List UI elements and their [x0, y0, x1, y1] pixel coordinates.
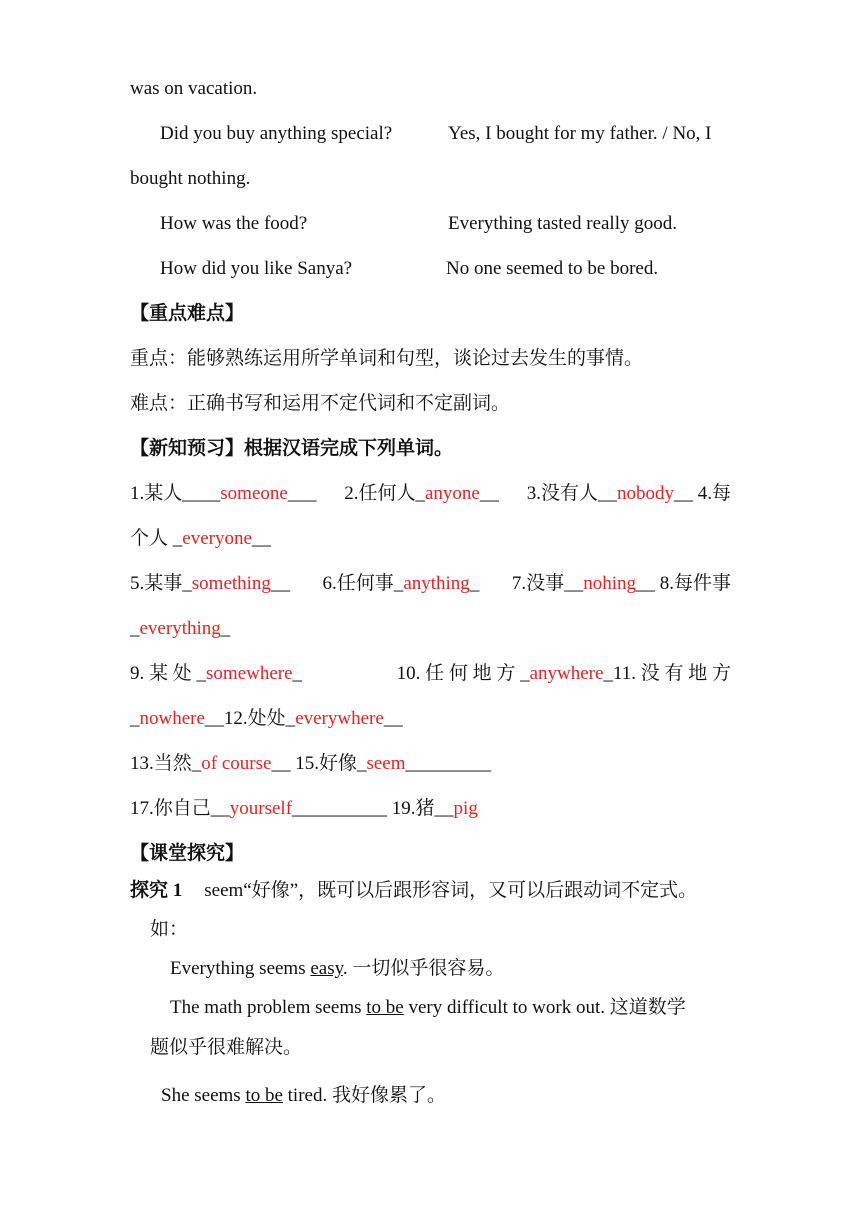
answer-1: Yes, I bought for my father. / No, I [448, 123, 712, 144]
preview-item-15 [366, 753, 491, 774]
item-answer: pig [453, 798, 478, 819]
item-prefix: 7.没事__ [511, 573, 584, 594]
key-points-heading: 【重点难点】 [130, 303, 245, 324]
item-answer: something [191, 573, 271, 594]
item-prefix: 10. 任 何 地 方 _ [396, 663, 530, 684]
preview-item-7 [512, 572, 731, 596]
item-answer: seem [366, 753, 406, 774]
item-suffix: _ [469, 573, 480, 594]
question-2: How was the food? [160, 213, 308, 234]
item-suffix: __ 15.好像_ [271, 753, 367, 774]
item-answer: of course [201, 753, 272, 774]
item-suffix: __ 4.每 [673, 483, 731, 504]
item-answer: nowhere [139, 708, 205, 729]
item-answer: nohing [583, 573, 636, 594]
item-answer: everywhere [295, 708, 384, 729]
preview-item-19 [454, 798, 478, 819]
preview-item-12 [295, 708, 403, 729]
item-prefix: 6.任何事_ [322, 573, 404, 594]
preview-item-6 [323, 572, 480, 596]
explore-heading: 【课堂探究】 [130, 843, 245, 864]
explore-label: 探究 1 [130, 880, 183, 901]
item-answer: everything [139, 618, 221, 639]
item-suffix: _ [220, 618, 231, 639]
intro-line-1: was on vacation. [130, 78, 258, 99]
explore-desc: seem“好像”，既可以后跟形容词，又可以后跟动词不定式。 [204, 880, 698, 901]
item-prefix: 13.当然_ [130, 753, 202, 774]
preview-item-9 [130, 662, 302, 686]
item-suffix: _ [292, 663, 303, 684]
preview-item-3 [527, 482, 731, 506]
example-text: tired. 我好像累了。 [282, 1085, 446, 1106]
preview-row-3 [130, 572, 731, 596]
item-answer: nobody [616, 483, 674, 504]
item-answer: someone [220, 483, 288, 504]
item-prefix: 3.没有人__ [526, 483, 617, 504]
item-answer: anyone [424, 483, 480, 504]
preview-row-5 [130, 662, 731, 686]
item-suffix: __ [383, 708, 403, 729]
item-prefix: _ [130, 708, 140, 729]
example-text: Everything seems [170, 958, 311, 979]
preview-item-11 [130, 708, 295, 729]
difficulty-text: 难点：正确书写和运用不定代词和不定副词。 [130, 393, 511, 414]
item-prefix: 9. 某 处 _ [130, 663, 207, 684]
explore-desc-2: 如： [150, 919, 189, 940]
preview-row-1 [130, 482, 731, 506]
item-suffix: __12.处处_ [204, 708, 296, 729]
example-text: She seems [161, 1085, 246, 1106]
example-underlined: to be [245, 1085, 283, 1106]
answer-2: Everything tasted really good. [448, 213, 677, 234]
item-prefix: 2.任何人_ [344, 483, 425, 504]
example-text: . 一切似乎很容易。 [342, 958, 505, 979]
item-answer: anywhere [529, 663, 604, 684]
preview-item-4 [130, 527, 271, 551]
item-suffix: __________ 19.猪__ [292, 798, 454, 819]
item-answer: yourself [229, 798, 293, 819]
question-1: Did you buy anything special? [160, 123, 393, 144]
question-3: How did you like Sanya? [160, 258, 353, 279]
preview-item-1 [130, 482, 316, 506]
preview-row-7 [130, 752, 491, 776]
preview-row-8 [130, 797, 478, 821]
example-underlined: to be [366, 997, 404, 1018]
preview-item-8 [130, 617, 230, 641]
item-prefix: 个人 _ [130, 528, 183, 549]
item-prefix: 17.你自己__ [130, 798, 230, 819]
answer-3: No one seemed to be bored. [446, 258, 659, 279]
example-2-cont: 题似乎很难解决。 [150, 1037, 303, 1058]
example-1 [170, 957, 504, 981]
example-underlined: easy [310, 958, 343, 979]
preview-item-13 [130, 753, 366, 774]
item-answer: everyone [182, 528, 252, 549]
example-2 [170, 996, 686, 1020]
item-suffix: _11. 没 有 地 方 [603, 663, 731, 684]
item-suffix: __ 8.每件事 [635, 573, 731, 594]
item-prefix: 1.某人____ [130, 483, 221, 504]
item-prefix: _ [130, 618, 140, 639]
item-answer: somewhere [206, 663, 293, 684]
item-answer: anything [403, 573, 470, 594]
preview-item-17 [130, 798, 454, 819]
item-suffix: ___ [287, 483, 317, 504]
preview-item-5 [130, 572, 290, 596]
item-prefix: 5.某事_ [130, 573, 192, 594]
example-text: very difficult to work out. 这道数学 [403, 997, 686, 1018]
explore-desc-line [130, 879, 697, 903]
example-text: The math problem seems [170, 997, 367, 1018]
preview-heading: 【新知预习】根据汉语完成下列单词。 [130, 438, 454, 459]
preview-item-10 [397, 662, 731, 686]
item-suffix: __ [479, 483, 499, 504]
example-3 [161, 1084, 446, 1108]
item-suffix: __ [251, 528, 271, 549]
item-suffix: _________ [405, 753, 491, 774]
preview-row-6 [130, 707, 403, 731]
item-suffix: __ [270, 573, 290, 594]
preview-item-2 [344, 482, 499, 506]
intro-line-3: bought nothing. [130, 168, 251, 189]
focus-text: 重点：能够熟练运用所学单词和句型，谈论过去发生的事情。 [130, 348, 644, 369]
